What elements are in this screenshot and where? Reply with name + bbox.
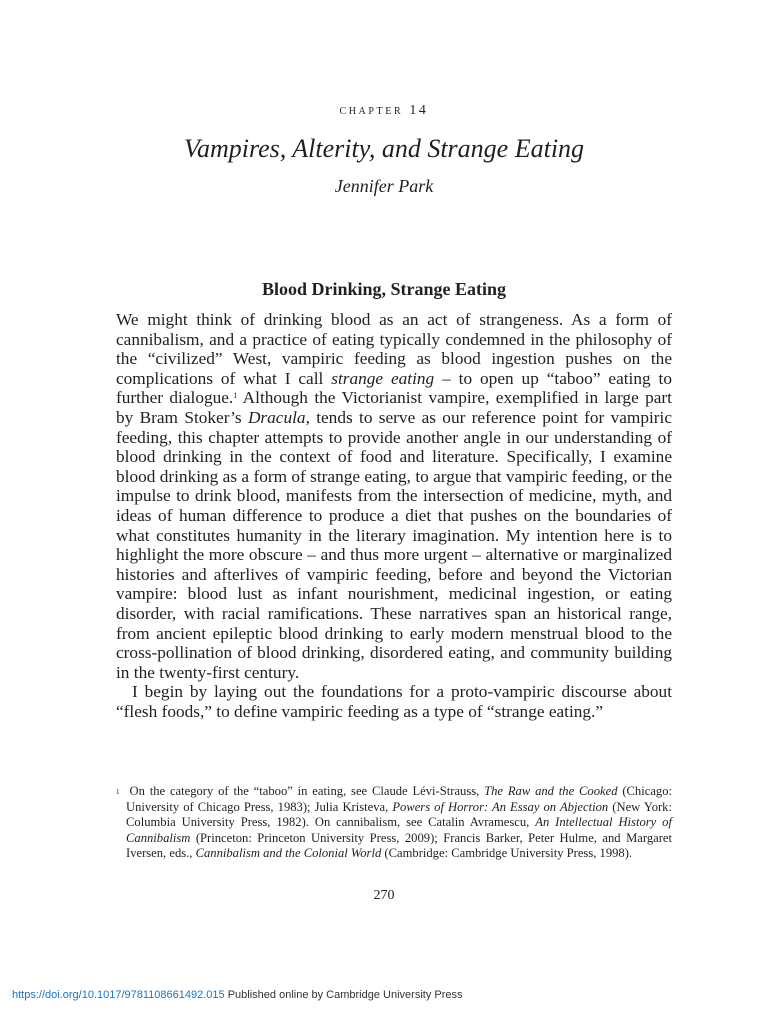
footnote-title-powers-of-horror: Powers of Horror: An Essay on Abjection [392, 799, 609, 814]
footnote-text-c: (New York: Columbia University Press, 1982). On cannibalism, see Catalin Avramescu, [126, 799, 672, 830]
footnote-reference[interactable]: 1 [233, 391, 238, 401]
paragraph-1-text-b: – to open up “taboo” eating to further dialogue. [116, 368, 672, 408]
doi-footer [12, 989, 463, 1001]
footnote-text-a: On the category of the “taboo” in eating, see Claude Lévi-Strauss, [129, 784, 485, 798]
footnote-text [116, 784, 672, 862]
body-text [116, 310, 672, 721]
footnote-title-intellectual-history: An Intellectual History of Cannibalism [126, 815, 672, 845]
published-online-text: Published online by Cambridge University Press [224, 989, 463, 1001]
footnote-mark: 1 [116, 788, 120, 796]
paragraph-1-text-a: We might think of drinking blood as an act of strangeness. As a form of cannibalism, and a practice of eating typically condemned in the philosophy of the “civilized” West, vampiric feeding as blood ingestion pushes on the complications of what I call [116, 310, 672, 388]
footnote-title-cannibalism-colonial: Cannibalism and the Colonial World [195, 846, 382, 861]
emphasis-dracula: Dracula [247, 407, 306, 427]
paragraph-1-text-c: Although the Victorianist vampire, exemplified in large part by Bram Stoker’s [116, 388, 672, 427]
footnote-title-raw-cooked: The Raw and the Cooked [484, 784, 618, 798]
footnote-text-e: (Cambridge: Cambridge University Press, 1998). [381, 846, 633, 861]
chapter-author: Jennifer Park [334, 176, 434, 196]
footnote-text-d: (Princeton: Princeton University Press, 2009); Francis Barker, Peter Hulme, and Margaret Iversen, eds., [126, 830, 672, 861]
emphasis-strange-eating: strange eating [331, 368, 435, 388]
paragraph-2: I begin by laying out the foundations for a proto-vampiric discourse about “flesh foods,” to define vampiric feeding as a type of “strange eating.” [116, 682, 672, 721]
footnote-1 [116, 784, 672, 862]
footnote-text-b: (Chicago: University of Chicago Press, 1983); Julia Kristeva, [126, 784, 672, 814]
doi-link[interactable]: https://doi.org/10.1017/9781108661492.015 [12, 989, 225, 1001]
paragraph-1-text-d: , tends to serve as our reference point for vampiric feeding, this chapter attempts to provide another angle in our understanding of blood drinking in the context of food and literature. Specifically, I examine blood drinking as a form of strange eating, to argue that vampiric feeding, or the impulse to drink blood, manifests from the intersection of medicine, myth, and ideas of human difference to produce a diet that pushes on the boundaries of what constitutes humanity in the literary imagination. My intention here is to highlight the more obscure – and thus more urgent – alternative or marginalized histories and afterlives of vampiric feeding, before and beyond the Victorian vampire: blood lust as infant nourishment, medicinal ingestion, or eating disorder, with racial ramifications. These narratives span an historical range, from ancient epileptic blood drinking to early modern menstrual blood to the cross-pollination of blood drinking, disordered eating, and community building in the twenty-first century. [116, 407, 673, 682]
chapter-title: Vampires, Alterity, and Strange Eating [183, 134, 585, 163]
section-heading: Blood Drinking, Strange Eating [261, 279, 507, 299]
paragraph-1 [116, 310, 672, 682]
page-number: 270 [373, 888, 395, 903]
chapter-label: chapter 14 [339, 103, 429, 118]
